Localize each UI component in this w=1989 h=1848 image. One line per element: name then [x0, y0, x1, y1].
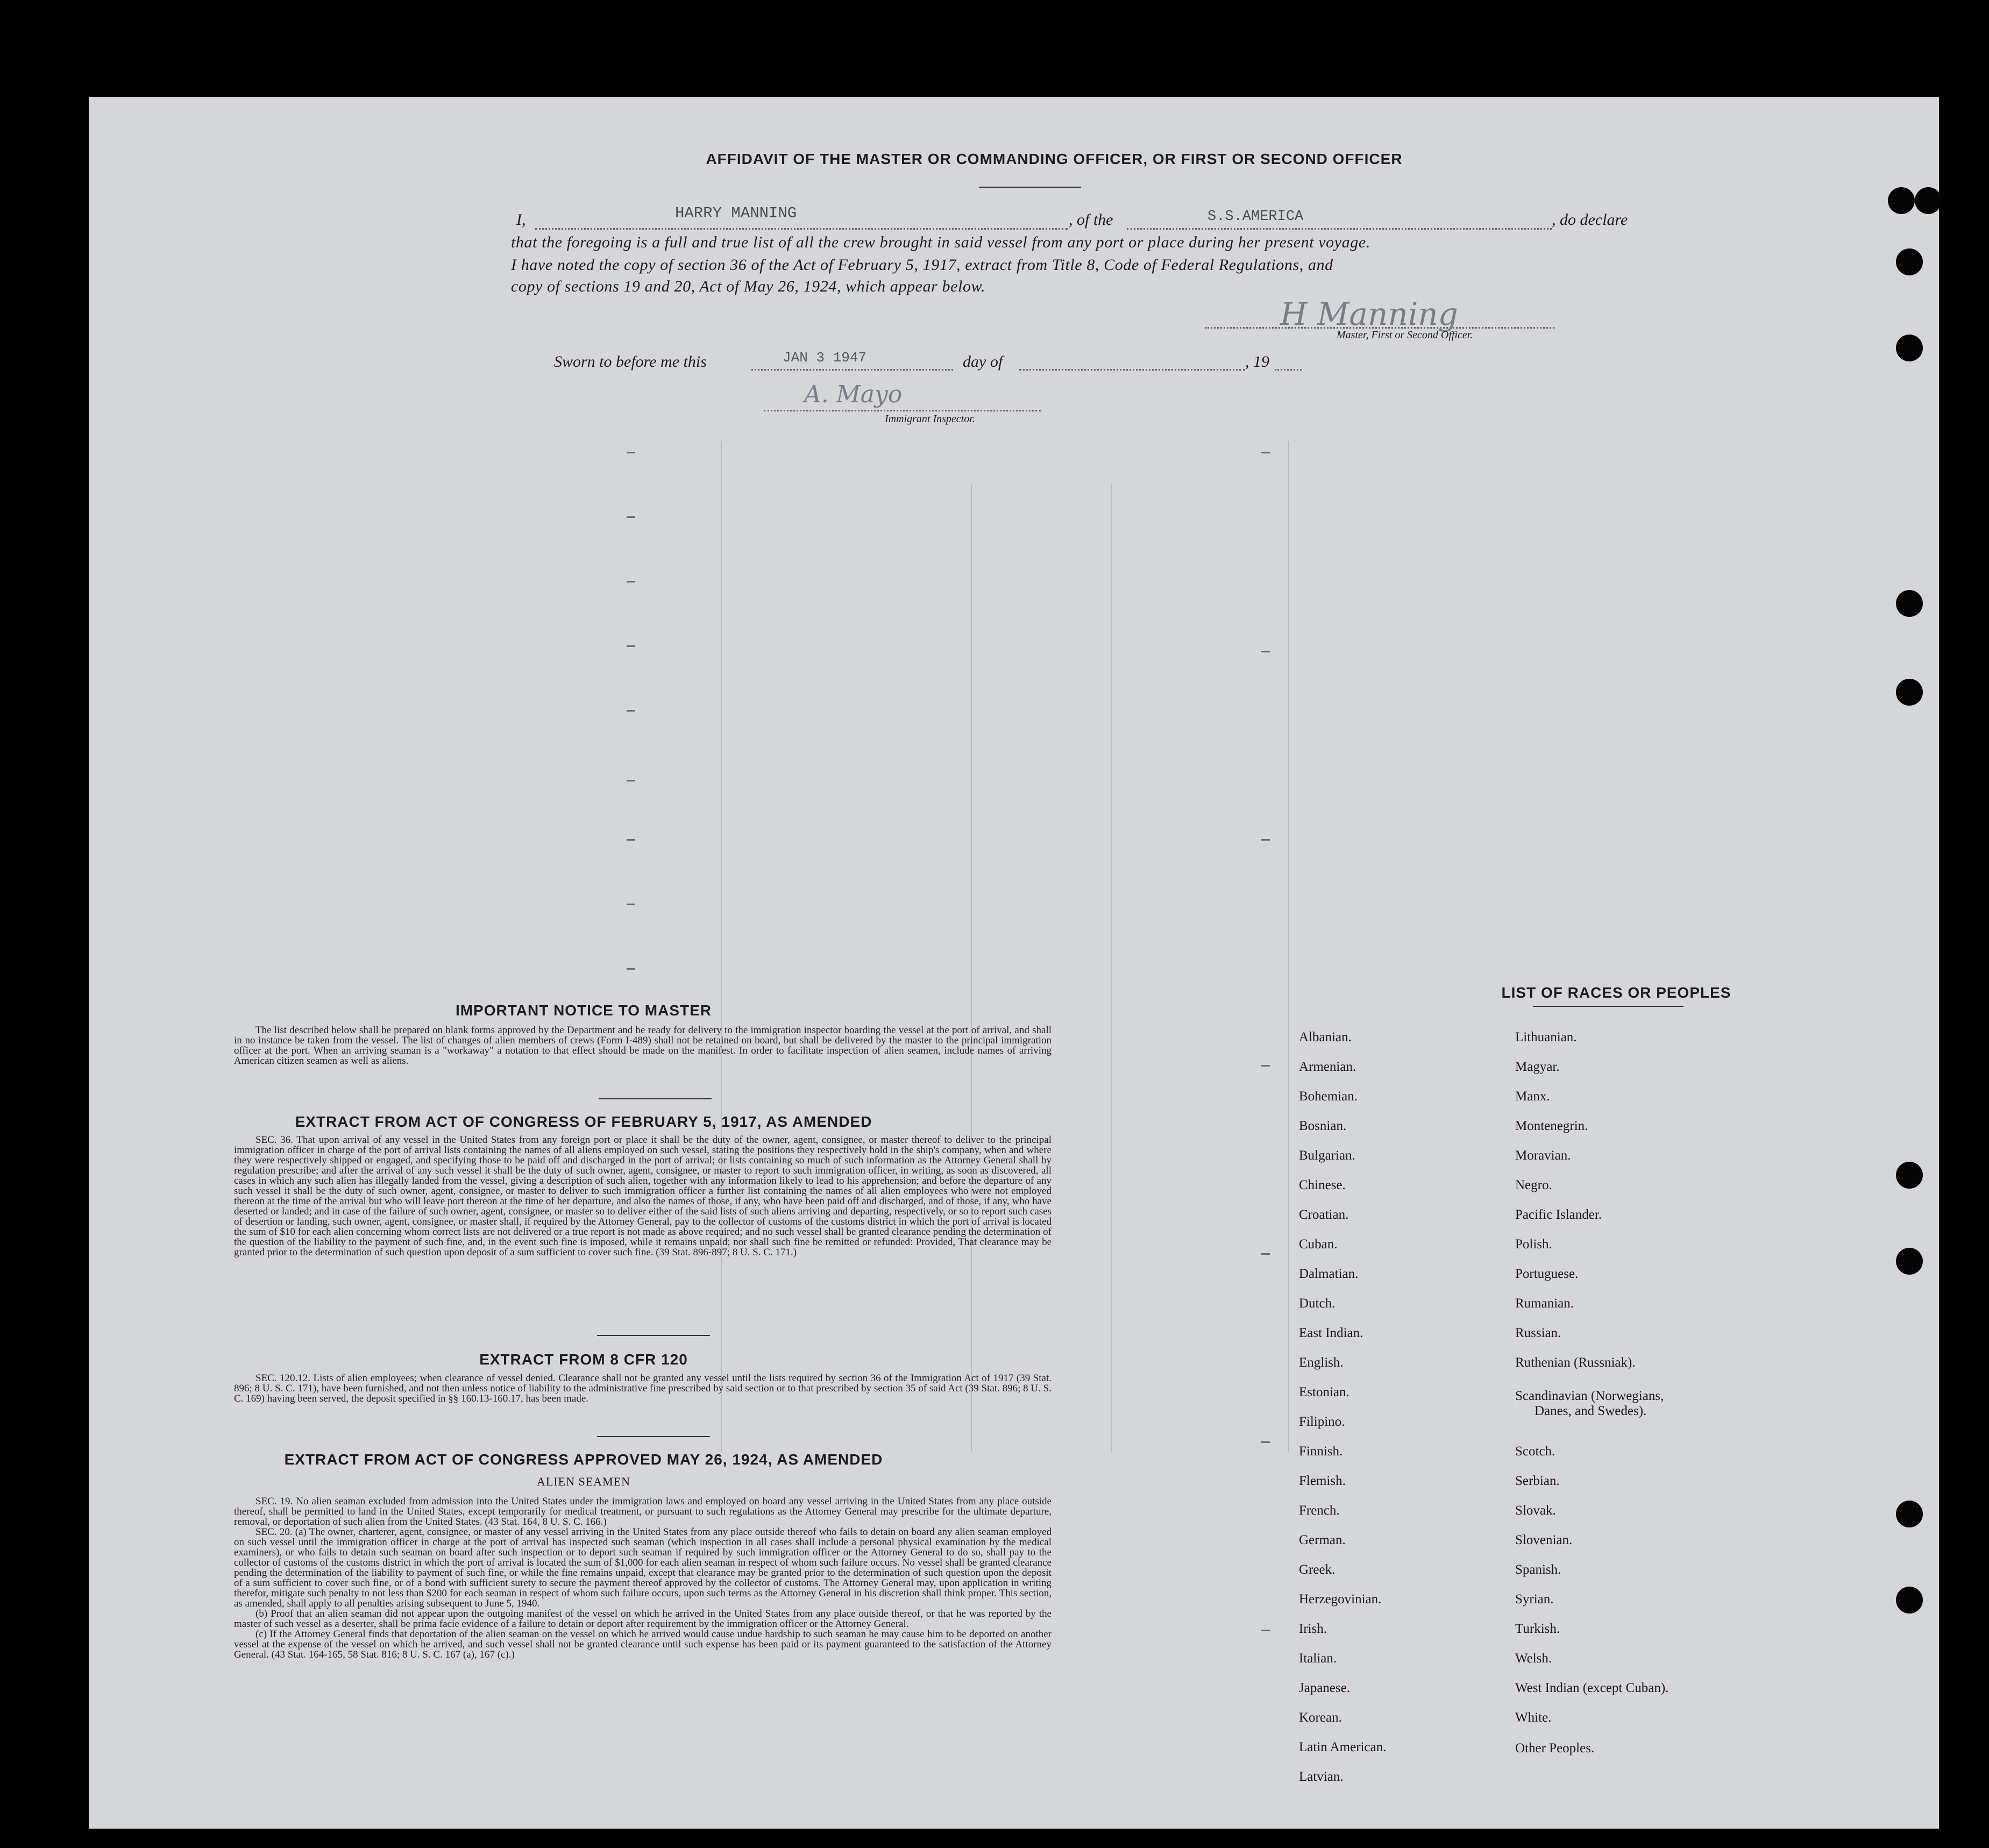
- race-item: Slovak.: [1515, 1503, 1556, 1518]
- sec-20a-paragraph: SEC. 20. (a) The owner, charterer, agent, consignee, or master of any vessel arriving in the United States from any place outside thereof who fails to detain on board any alien seaman employed on such vessel until the immigration officer in charge at the port of arrival has inspected such seaman (which inspection in all cases shall include a personal physical examination by the medical examiners), or who fails to detain such seaman on board after such inspection or to deport such seaman if required by such immigration officer or the Attorney General to do so, shall pay to the collector of customs of the customs district in which the port of arrival is located the sum of $1,000 for each alien seaman in respect of whom such failure occurs. No vessel shall be granted clearance pending the determination of the liability to payment of such fine, or while the fine remains unpaid, except that clearance may be granted prior to the determination of such question upon the deposit of a sum sufficient to cover such fine, or of a bond with sufficient surety to secure the payment thereof approved by the collector of customs. The Attorney General may, upon application in writing therefor, mitigate such penalty to not less than $200 for each seaman in respect of whom such failure occurs, upon such terms as the Attorney General in his discretion shall think proper. This section, as amended, shall apply to all penalties arising subsequent to June 5, 1940.: [234, 1526, 1052, 1609]
- race-item: Spanish.: [1515, 1562, 1561, 1577]
- extract-8cfr-title: EXTRACT FROM 8 CFR 120: [479, 1351, 688, 1368]
- extract-8cfr-paragraph: SEC. 120.12. Lists of alien employees; when clearance of vessel denied. Clearance shall not be granted any vessel until the lists required by section 36 of the Immigration Act of 1917 (39 Stat. 896; 8 U. S. C. 171), have been furnished, and not then unless notice of liability to the administrative fine prescribed by said section or to that prescribed by section 35 of said Act (39 Stat. 896; 8 U. S. C. 169) having been served, the deposit specified in §§ 160.13-160.17, has been made.: [234, 1373, 1052, 1404]
- i-label: I,: [516, 211, 526, 229]
- row-tick: [627, 968, 635, 970]
- extract-1924-title: EXTRACT FROM ACT OF CONGRESS APPROVED MAY 26, 1924, AS AMENDED: [284, 1451, 883, 1468]
- binder-hole: [1896, 1248, 1923, 1275]
- row-tick: [1261, 452, 1270, 453]
- race-item: Slovenian.: [1515, 1533, 1573, 1547]
- race-item: East Indian.: [1299, 1326, 1363, 1340]
- race-item: Portuguese.: [1515, 1267, 1579, 1281]
- day-of-line: [1019, 369, 1245, 371]
- row-tick: [627, 839, 635, 841]
- sec-20c-paragraph: (c) If the Attorney General finds that deportation of the alien seaman on the vessel on which he arrived would cause undue hardship to such seaman he may cause him to be deported on another vessel at the expense of the vessel on which he arrived, and such vessel shall not be granted clearance until such expense has been paid or its payment guaranteed to the satisfaction of the Attorney General. (43 Stat. 164-165, 58 Stat. 816; 8 U. S. C. 167 (a), 167 (c).): [234, 1629, 1052, 1660]
- race-item: Bosnian.: [1299, 1119, 1347, 1133]
- race-item: Estonian.: [1299, 1385, 1349, 1399]
- vessel-name-field[interactable]: S.S.AMERICA: [1207, 209, 1304, 225]
- race-item: White.: [1515, 1710, 1552, 1725]
- affidavit-title: AFFIDAVIT OF THE MASTER OR COMMANDING OFFICER, OR FIRST OR SECOND OFFICER: [706, 151, 1403, 167]
- race-item: West Indian (except Cuban).: [1515, 1681, 1669, 1695]
- race-item: Lithuanian.: [1515, 1030, 1577, 1044]
- race-item: Dalmatian.: [1299, 1267, 1359, 1281]
- row-tick: [1261, 1253, 1270, 1255]
- race-item: Other Peoples.: [1515, 1741, 1595, 1755]
- race-item: Ruthenian (Russniak).: [1515, 1355, 1636, 1370]
- race-item: Japanese.: [1299, 1681, 1351, 1695]
- race-item: Polish.: [1515, 1237, 1552, 1252]
- races-title: LIST OF RACES OR PEOPLES: [1501, 984, 1731, 1001]
- binder-hole: [1896, 248, 1923, 275]
- sec-20b-paragraph: (b) Proof that an alien seaman did not appear upon the outgoing manifest of the vessel on which he arrived in the United States from any place outside thereof, or that he was reported by the master of such vessel as a deserter, shall be prima facie evidence of a failure to detain or deport after requirement by the immigration officer or the Attorney General.: [234, 1608, 1052, 1630]
- race-item: Scandinavian (Norwegians,: [1515, 1389, 1664, 1403]
- extract-1917-text: [234, 1135, 1052, 1257]
- of-the-label: , of the: [1069, 211, 1113, 229]
- vessel-name-line: [1127, 228, 1552, 230]
- race-item: Russian.: [1515, 1326, 1561, 1340]
- inspector-signature-line: [764, 410, 1041, 411]
- extract-1917-divider: [597, 1335, 710, 1336]
- race-item: German.: [1299, 1533, 1346, 1547]
- do-declare-label: , do declare: [1552, 211, 1628, 229]
- year-label: , 19: [1245, 353, 1269, 371]
- race-item: Manx.: [1515, 1089, 1550, 1104]
- extract-8cfr-divider: [597, 1436, 710, 1437]
- race-item: Herzegovinian.: [1299, 1592, 1382, 1607]
- binder-hole: [1896, 590, 1923, 617]
- binder-hole: [1896, 1587, 1923, 1614]
- extract-1917-title: EXTRACT FROM ACT OF CONGRESS OF FEBRUARY 5, 1917, AS AMENDED: [295, 1113, 872, 1130]
- row-tick: [627, 780, 635, 781]
- race-item: English.: [1299, 1355, 1344, 1370]
- binder-hole: [1888, 187, 1915, 214]
- race-item-continuation: Danes, and Swedes).: [1535, 1404, 1647, 1418]
- race-item: Armenian.: [1299, 1060, 1356, 1074]
- race-item: Dutch.: [1299, 1296, 1336, 1311]
- race-item: Rumanian.: [1515, 1296, 1574, 1311]
- race-item: Cuban.: [1299, 1237, 1338, 1252]
- race-item: Latvian.: [1299, 1769, 1344, 1784]
- race-item: French.: [1299, 1503, 1340, 1518]
- sworn-label: Sworn to before me this: [554, 353, 707, 371]
- race-item: Negro.: [1515, 1178, 1552, 1192]
- binder-hole: [1915, 187, 1942, 214]
- extract-1924-subtitle: ALIEN SEAMEN: [537, 1475, 630, 1488]
- day-of-label: day of: [963, 353, 1003, 371]
- race-item: Syrian.: [1515, 1592, 1554, 1607]
- race-item: Montenegrin.: [1515, 1119, 1588, 1133]
- row-tick: [1261, 1065, 1270, 1067]
- race-item: Scotch.: [1515, 1444, 1555, 1459]
- master-signature-caption: Master, First or Second Officer.: [1337, 329, 1473, 341]
- race-item: Croatian.: [1299, 1207, 1349, 1222]
- race-item: Latin American.: [1299, 1740, 1387, 1754]
- extract-1924-text: [234, 1496, 1052, 1660]
- sworn-date-stamp[interactable]: JAN 3 1947: [783, 350, 867, 366]
- race-item: Turkish.: [1515, 1622, 1560, 1636]
- notice-text: [234, 1025, 1052, 1066]
- binder-hole: [1896, 335, 1923, 361]
- row-tick: [1261, 839, 1270, 841]
- notice-title: IMPORTANT NOTICE TO MASTER: [455, 1002, 712, 1019]
- race-item: Pacific Islander.: [1515, 1207, 1602, 1222]
- binder-hole: [1896, 1162, 1923, 1189]
- form-sheet: [89, 97, 1939, 1829]
- row-tick: [1261, 1630, 1270, 1631]
- column-guide: [721, 441, 722, 1452]
- binder-hole: [1896, 679, 1923, 706]
- master-name-line: [535, 228, 1068, 230]
- column-guide: [971, 484, 972, 1452]
- race-item: Greek.: [1299, 1562, 1336, 1577]
- affidavit-line-4: copy of sections 19 and 20, Act of May 26, 1924, which appear below.: [511, 278, 986, 295]
- races-title-underline: [1533, 1006, 1683, 1007]
- race-item: Bulgarian.: [1299, 1148, 1355, 1163]
- race-item: Serbian.: [1515, 1474, 1560, 1488]
- race-item: Korean.: [1299, 1710, 1342, 1725]
- race-item: Italian.: [1299, 1651, 1337, 1666]
- race-item: Finnish.: [1299, 1444, 1343, 1459]
- race-item: Welsh.: [1515, 1651, 1552, 1666]
- binder-hole: [1896, 1501, 1923, 1527]
- master-signature[interactable]: H Manning: [1280, 296, 1458, 332]
- column-guide: [1288, 441, 1289, 1452]
- row-tick: [627, 904, 635, 905]
- inspector-signature[interactable]: A. Mayo: [804, 381, 903, 408]
- notice-divider: [599, 1098, 712, 1099]
- race-item: Chinese.: [1299, 1178, 1346, 1192]
- race-item: Flemish.: [1299, 1474, 1346, 1488]
- row-tick: [627, 645, 635, 647]
- race-item: Irish.: [1299, 1622, 1327, 1636]
- row-tick: [627, 516, 635, 518]
- inspector-caption: Immigrant Inspector.: [885, 413, 975, 425]
- race-item: Albanian.: [1299, 1030, 1352, 1044]
- race-item: Magyar.: [1515, 1060, 1560, 1074]
- notice-paragraph: The list described below shall be prepared on blank forms approved by the Department and be ready for delivery to the immigration inspector boarding the vessel at the port of arrival, and shall in no instance be taken from the vessel. The list of changes of alien members of crews (Form I-489) shall not be retained on board, but shall be delivered by the master to the principal immigration officer at the port. When an arriving seaman is a "workaway" a notation to that effect should be made on the manifest. In order to facilitate inspection of alien seamen, include names of arriving American citizen seamen as well as aliens.: [234, 1025, 1052, 1067]
- extract-8cfr-text: [234, 1373, 1052, 1404]
- row-tick: [1261, 651, 1270, 652]
- title-divider: [979, 187, 1081, 188]
- row-tick: [1261, 1441, 1270, 1443]
- sec-19-paragraph: SEC. 19. No alien seaman excluded from admission into the United States under the immigration laws and employed on board any vessel arriving in the United States from any place outside thereof, shall be permitted to land in the United States, except temporarily for medical treatment, or pursuant to such regulations as the Attorney General may prescribe for the ultimate departure, removal, or deportation of such alien from the United States. (43 Stat. 164, 8 U. S. C. 166.): [234, 1496, 1052, 1527]
- extract-1917-paragraph: SEC. 36. That upon arrival of any vessel in the United States from any foreign port or place it shall be the duty of the owner, agent, consignee, or master thereof to deliver to the principal immigration officer in charge of the port of arrival lists containing the names of all aliens employed on such vessel, stating the positions they respectively hold in the ship's company, when and where they were respectively shipped or engaged, and specifying those to be paid off and discharged in the port of arrival; or lists containing so much of such information as the Attorney General shall by regulation prescribe; and after the arrival of any such vessel it shall be the duty of such owner, agent, consignee, or master to report to such immigration officer, in writing, as soon as discovered, all cases in which any such alien has illegally landed from the vessel, giving a description of such alien, together with any information likely to lead to his apprehension; and before the departure of any such vessel it shall be the duty of such owner, agent, consignee, or master to deliver to such immigration officer a further list containing the names of all alien employees who were not employed thereon at the time of the arrival but who will leave port thereon at the time of her departure, and also the names of those, if any, who have been paid off and discharged, and of those, if any, who have deserted or landed; and in case of the failure of such owner, agent, consignee, or master so to deliver either of the said lists of such aliens arriving and departing, respectively, or so to report such cases of desertion or landing, such owner, agent, consignee, or master shall, if required by the Attorney General, pay to the collector of customs of the customs district in which the port of arrival is located the sum of $10 for each alien concerning whom correct lists are not delivered or a true report is not made as above required; and no such vessel shall be granted clearance pending the determination of the question of the liability to the payment of such fine, and, in the event such fine is imposed, while it remains unpaid; nor shall such fine be remitted or refunded: Provided, That clearance may be granted prior to the determination of such question upon deposit of a sum sufficient to cover such fine. (39 Stat. 896-897; 8 U. S. C. 171.): [234, 1134, 1052, 1258]
- sworn-date-line: [751, 369, 953, 371]
- master-name-field[interactable]: HARRY MANNING: [675, 204, 797, 222]
- affidavit-line-2: that the foregoing is a full and true list of all the crew brought in said vessel from any port or place during her present voyage.: [511, 233, 1370, 251]
- race-item: Bohemian.: [1299, 1089, 1358, 1104]
- year-line: [1275, 369, 1302, 371]
- row-tick: [627, 710, 635, 712]
- affidavit-line-3: I have noted the copy of section 36 of the Act of February 5, 1917, extract from Title 8, Code of Federal Regulations, and: [511, 256, 1333, 274]
- race-item: Moravian.: [1515, 1148, 1571, 1163]
- row-tick: [627, 581, 635, 582]
- race-item: Filipino.: [1299, 1415, 1345, 1429]
- row-tick: [627, 452, 635, 453]
- column-guide: [1111, 484, 1112, 1452]
